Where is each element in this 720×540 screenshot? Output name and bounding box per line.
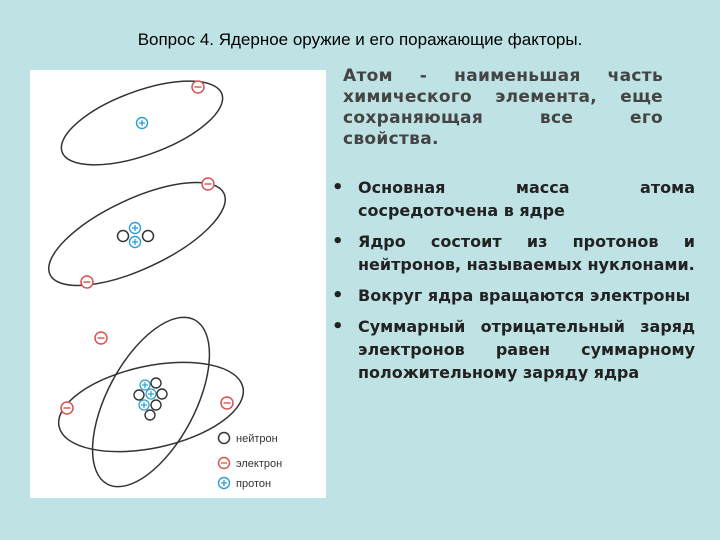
hydrogen-atom bbox=[51, 70, 233, 182]
proton-icon bbox=[219, 478, 230, 489]
legend-proton-label: протон bbox=[236, 478, 272, 490]
bullet-text: Основная масса атома сосредоточена в ядре bbox=[358, 178, 695, 220]
bullet-text: Ядро состоит из протонов и нейтронов, называемых нуклонами. bbox=[358, 232, 695, 274]
list-item bbox=[332, 176, 695, 222]
bullet-icon: • bbox=[332, 231, 344, 252]
legend bbox=[219, 433, 283, 491]
lithium-nucleus bbox=[134, 378, 167, 420]
proton-icon bbox=[140, 380, 150, 390]
electron-icon bbox=[61, 402, 73, 414]
electron-icon bbox=[81, 276, 93, 288]
neutron-icon bbox=[151, 400, 161, 410]
atom-diagram-panel bbox=[30, 70, 326, 498]
list-item bbox=[332, 315, 695, 384]
neutron-icon bbox=[118, 231, 129, 242]
slide-title: Вопрос 4. Ядерное оружие и его поражающие факторы. bbox=[137, 30, 583, 49]
electron-icon bbox=[202, 178, 214, 190]
atom-definition: Атом - наименьшая часть химического элемента, еще сохраняющая все его свойства. bbox=[343, 66, 663, 149]
list-item bbox=[332, 284, 695, 307]
neutron-icon bbox=[145, 410, 155, 420]
electron-icon bbox=[192, 81, 204, 93]
list-item bbox=[332, 230, 695, 276]
bullet-text: Вокруг ядра вращаются электроны bbox=[358, 286, 691, 305]
electron-icon bbox=[221, 397, 233, 409]
bullet-text: Суммарный отрицательный заряд электронов равен суммарному положительному заряду ядра bbox=[358, 317, 695, 382]
proton-icon bbox=[130, 237, 141, 248]
atom-models-diagram bbox=[30, 70, 326, 498]
neutron-icon bbox=[219, 433, 230, 444]
neutron-icon bbox=[134, 390, 144, 400]
proton-icon bbox=[139, 400, 149, 410]
neutron-icon bbox=[143, 231, 154, 242]
bullet-icon: • bbox=[332, 316, 344, 337]
atom-facts-list bbox=[332, 176, 695, 392]
legend-neutron-label: нейтрон bbox=[236, 433, 278, 445]
proton-icon bbox=[137, 118, 148, 129]
legend-electron-label: электрон bbox=[236, 458, 283, 470]
helium-atom bbox=[35, 162, 239, 307]
helium-nucleus bbox=[118, 223, 154, 248]
neutron-icon bbox=[157, 389, 167, 399]
proton-icon bbox=[130, 223, 141, 234]
bullet-icon: • bbox=[332, 177, 344, 198]
proton-icon bbox=[146, 389, 156, 399]
electron-icon bbox=[219, 458, 230, 469]
neutron-icon bbox=[151, 378, 161, 388]
bullet-icon: • bbox=[332, 285, 344, 306]
electron-icon bbox=[95, 332, 107, 344]
